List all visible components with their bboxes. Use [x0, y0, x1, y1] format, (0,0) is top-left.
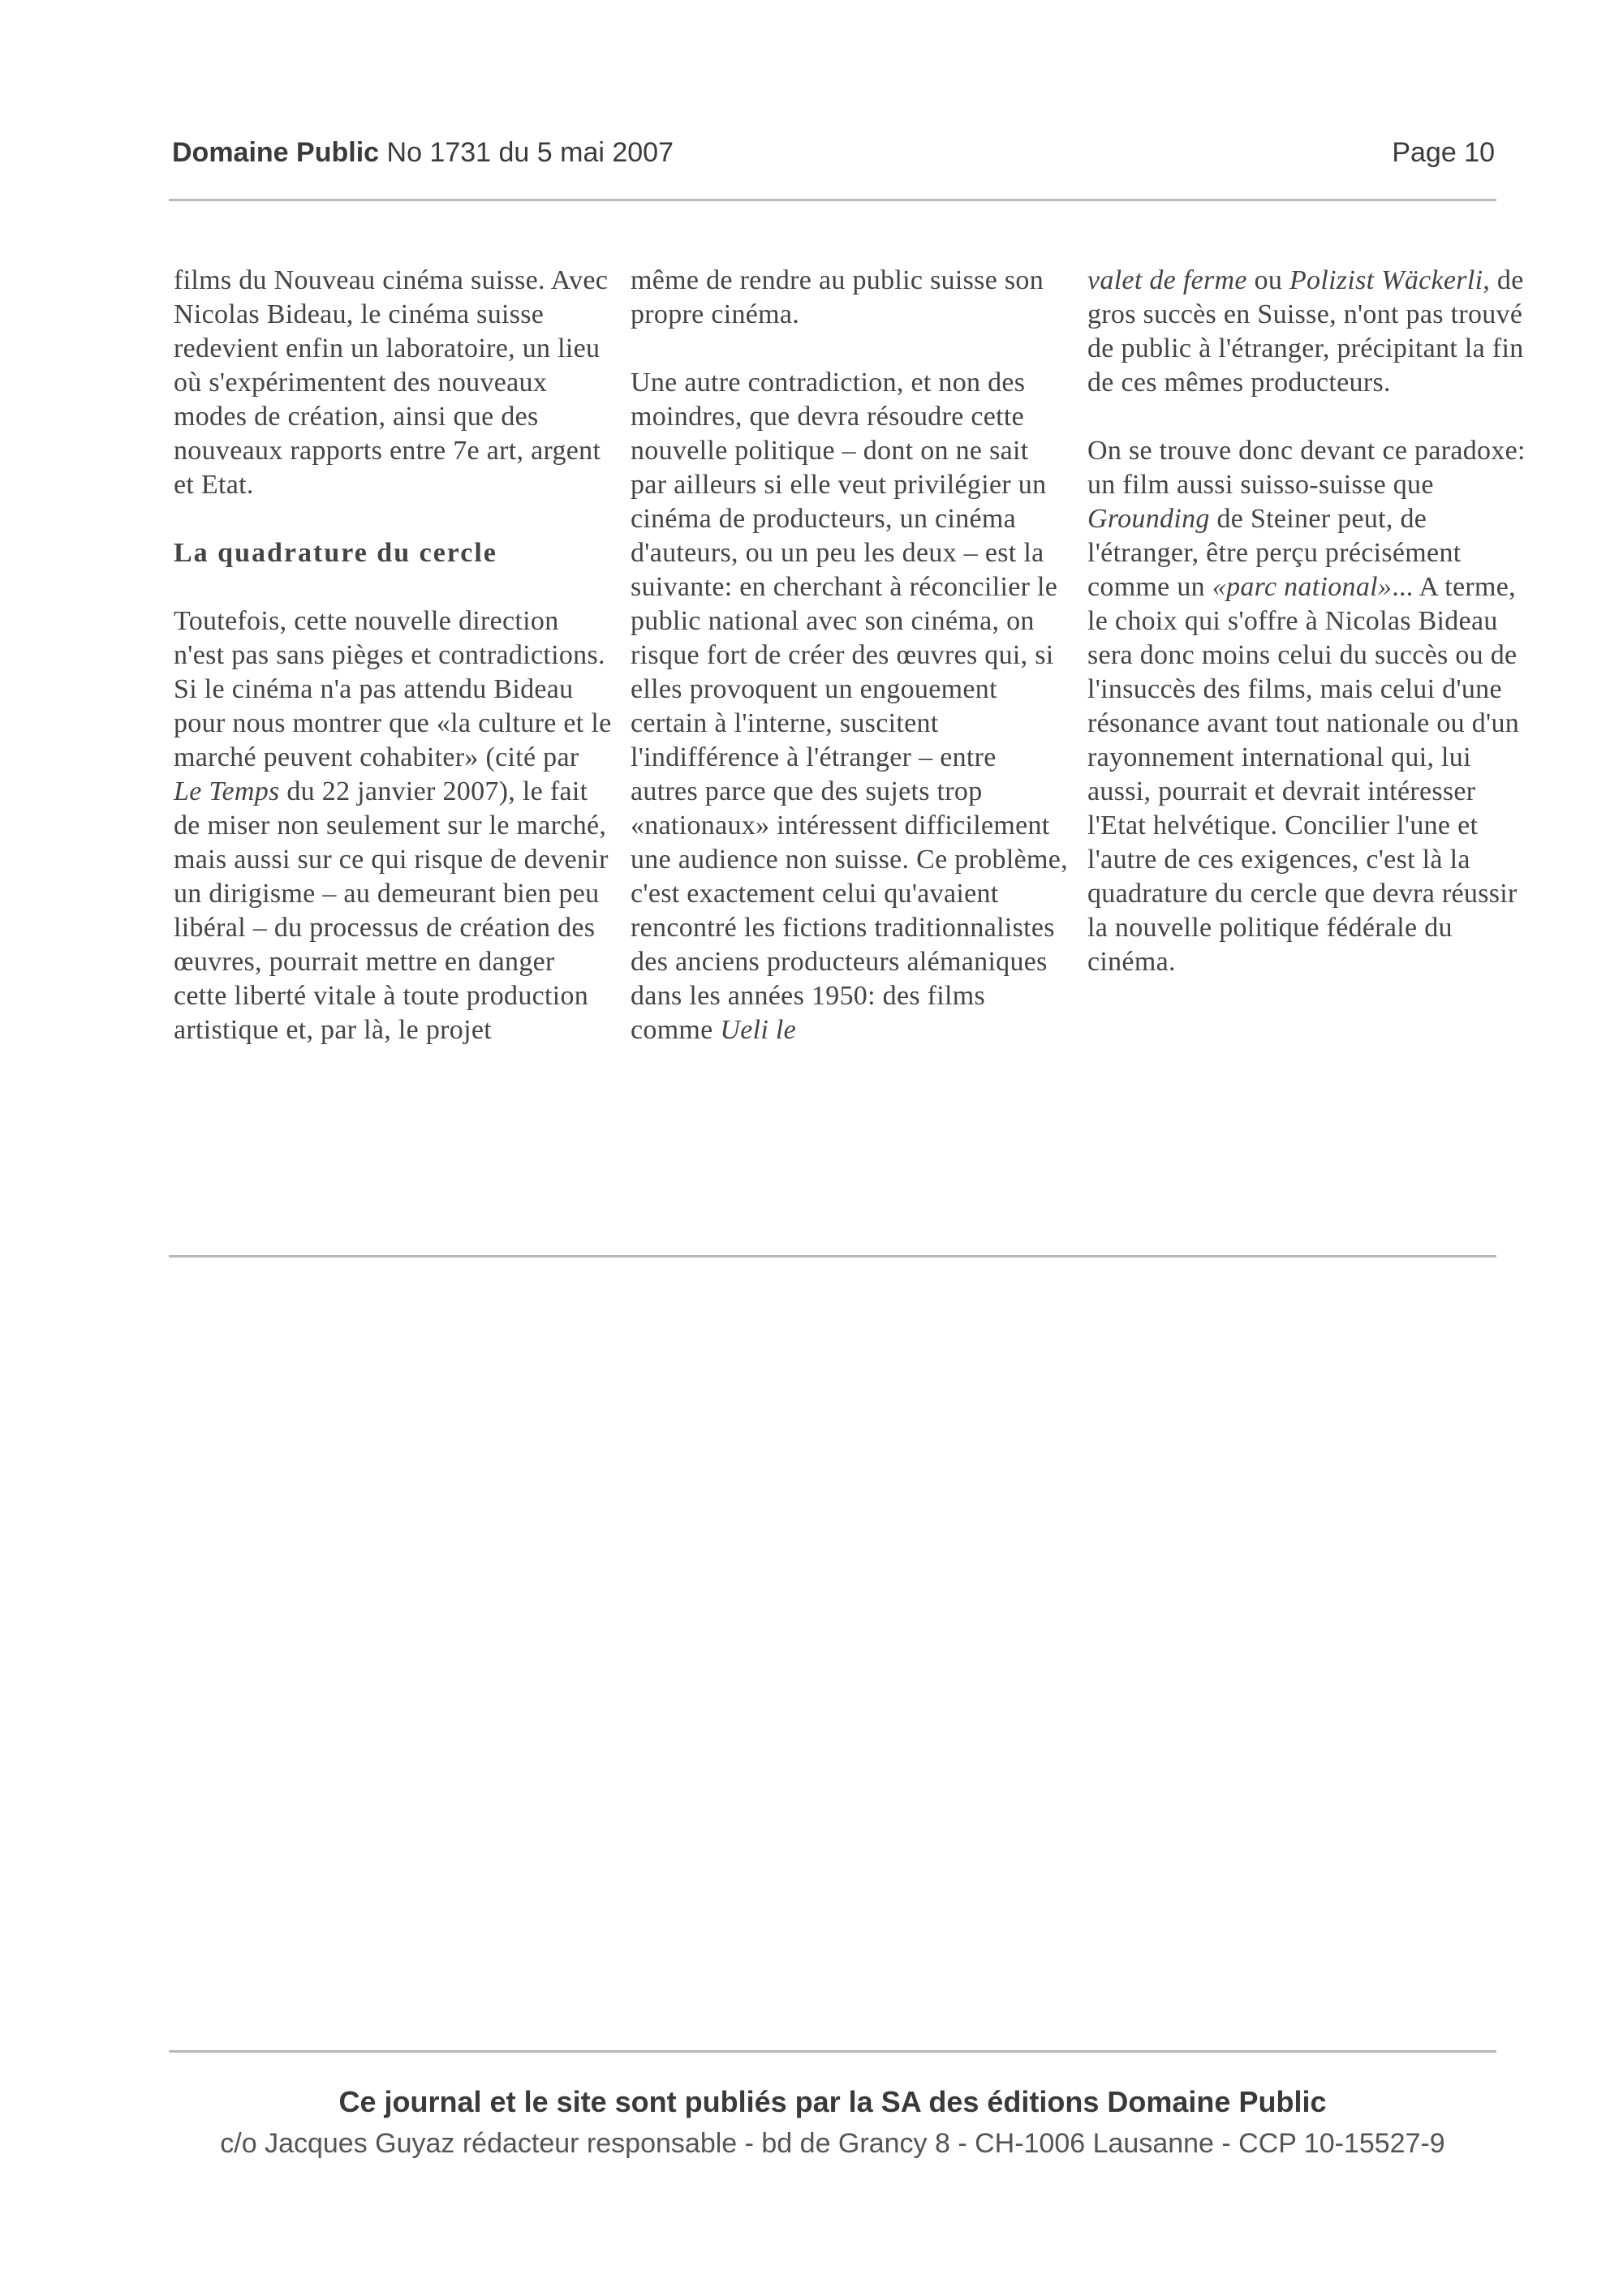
article-column-1	[174, 264, 612, 1047]
header-divider	[169, 199, 1496, 201]
paragraph: même de rendre au public suisse son propre cinéma.	[631, 265, 1044, 329]
section-heading: La quadrature du cercle	[174, 538, 497, 568]
film-title: Grounding	[1087, 504, 1210, 534]
issue-info: No 1731 du 5 mai 2007	[386, 137, 674, 168]
text-run: ou	[1246, 265, 1289, 295]
publisher-line: Ce journal et le site sont publiés par la SA des éditions Domaine Public	[338, 2085, 1327, 2118]
article-body	[174, 264, 1526, 1237]
article-end-divider	[169, 1255, 1496, 1258]
text-run: de Steiner peut, de l'étranger, être perçu précisément comme un	[1087, 504, 1462, 602]
text-run: Toutefois, cette nouvelle direction n'est pas sans pièges et contradictions. Si le cinéma n'a pas attendu Bideau pour nous montrer que «la culture et le marché peuvent cohabiter» (cité par	[174, 606, 612, 772]
page-footer	[169, 2081, 1496, 2164]
paragraph	[174, 604, 612, 1047]
article-column-3	[1087, 264, 1526, 979]
article-column-2	[631, 264, 1069, 1047]
text-run: du 22 janvier 2007), le fait de miser non seulement sur le marché, mais aussi sur ce qui risque de devenir un dirigisme – au demeurant bien peu libéral – du processus de création des œuvres, pourrait mettre en danger cette liberté vitale à toute production artistique et, par là, le projet	[174, 776, 609, 1045]
emphasis-quote: «parc national»	[1212, 572, 1393, 602]
publication-name: Domaine Public	[172, 137, 380, 168]
newspaper-title: Le Temps	[174, 776, 280, 806]
text-run: On se trouve donc devant ce paradoxe: un film aussi suisso-suisse que	[1087, 436, 1526, 500]
film-title: Ueli le	[720, 1015, 797, 1045]
film-title: valet de ferme	[1087, 265, 1247, 295]
paragraph	[631, 366, 1069, 1047]
text-run: ... A terme, le choix qui s'offre à Nicolas Bideau sera donc moins celui du succès ou de l'insuccès des films, mais celui d'une résonance avant tout nationale ou d'un rayonnement international qui, lui aussi, pourrait et devrait intéresser l'Etat helvétique. Concilier l'une et l'autre de ces exigences, c'est là la quadrature du cercle que devra réussir la nouvelle politique fédérale du cinéma.	[1087, 572, 1520, 977]
paragraph: films du Nouveau cinéma suisse. Avec Nicolas Bideau, le cinéma suisse redevient enfin un laboratoire, un lieu où s'expérimentent des nouveaux modes de création, ainsi que des nouveaux rapports entre 7e art, argent et Etat.	[174, 265, 609, 500]
text-run: Une autre contradiction, et non des moindres, que devra résoudre cette nouvelle politique – dont on ne sait par ailleurs si elle veut privilégier un cinéma de producteurs, un cinéma d'auteurs, ou un peu les deux – est la suivante: en cherchant à réconcilier le public national avec son cinéma, on risque fort de créer des œuvres qui, si elles provoquent un engouement certain à l'interne, suscitent l'indifférence à l'étranger – entre autres parce que des sujets trop «nationaux» intéressent difficilement une audience non suisse. Ce problème, c'est exactement celui qu'avaient rencontré les fictions traditionnalistes des anciens producteurs alémaniques dans les années 1950: des films comme	[631, 368, 1068, 1045]
contact-line: c/o Jacques Guyaz rédacteur responsable - bd de Grancy 8 - CH-1006 Lausanne - CCP 10-15527-9	[220, 2128, 1445, 2159]
film-title: Polizist Wäckerli	[1289, 265, 1483, 295]
page-number: Page 10	[1392, 137, 1495, 168]
paragraph	[1087, 264, 1526, 400]
page-header	[172, 130, 1495, 175]
paragraph	[1087, 434, 1526, 979]
text-run: , de gros succès en Suisse, n'ont pas trouvé de public à l'étranger, précipitant la fin de ces mêmes producteurs.	[1087, 265, 1524, 398]
footer-divider	[169, 2050, 1496, 2053]
